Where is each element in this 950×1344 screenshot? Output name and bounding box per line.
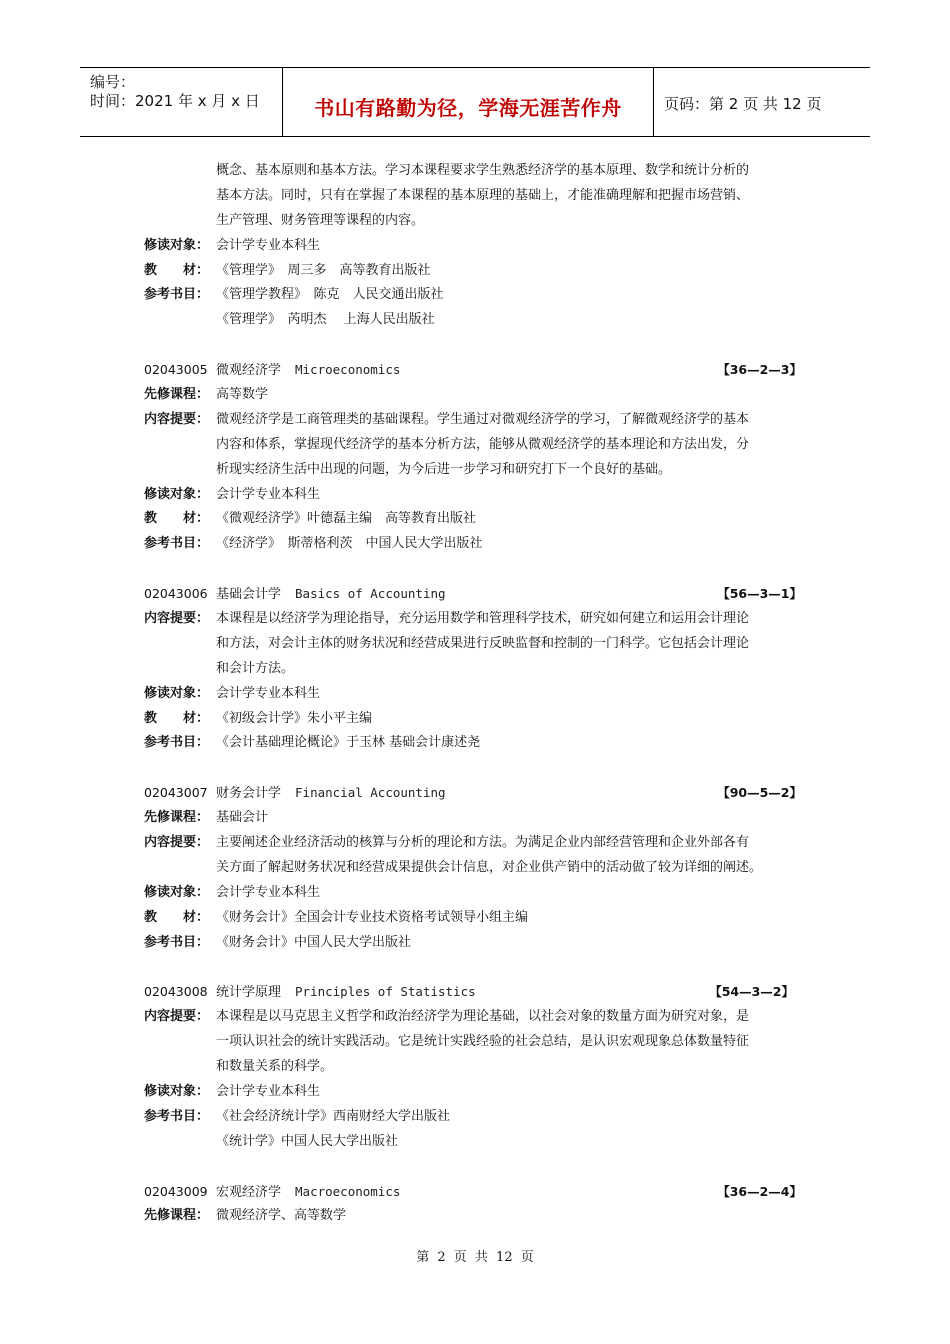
page-footer: 第 2 页 共 12 页 xyxy=(416,1250,534,1265)
intro-line: 生产管理、财务管理等课程的内容。 xyxy=(216,212,425,228)
field-label: 参考书目： xyxy=(144,287,210,303)
course-prereq-row xyxy=(144,1204,814,1229)
intro-refs-row xyxy=(144,283,814,308)
field-value: 会计学专业本科生 xyxy=(216,1083,321,1099)
field-value: 《管理学教程》 陈克 人民交通出版社 xyxy=(216,287,444,303)
field-value: 《微观经济学》叶德磊主编 高等教育出版社 xyxy=(216,511,477,527)
doc-number-label: 编号： xyxy=(90,73,136,91)
field-value: 微观经济学、高等数学 xyxy=(216,1208,347,1224)
field-label: 参考书目： xyxy=(144,735,210,751)
field-label: 修读对象： xyxy=(144,486,210,502)
document-body xyxy=(144,159,814,1229)
summary-line: 主要阐述企业经济活动的核算与分析的理论和方法。为满足企业内部经营管理和企业外部各有 xyxy=(216,835,750,851)
course-code: 02043008 xyxy=(144,984,208,1000)
field-label: 参考书目： xyxy=(144,1108,210,1124)
course-code: 02043009 xyxy=(144,1183,208,1199)
doc-time-label: 时间：2021 年 x 月 x 日 xyxy=(90,92,260,110)
course-audience-row xyxy=(144,682,814,707)
field-value: 《会计基础理论概论》于玉林 基础会计康述尧 xyxy=(216,735,481,751)
course-english-name: Macroeconomics xyxy=(295,1183,401,1199)
course-hours: 【54—3—2】 xyxy=(709,984,794,1000)
field-label: 先修课程： xyxy=(144,1208,210,1224)
field-value: 《经济学》 斯蒂格利茨 中国人民大学出版社 xyxy=(216,536,483,552)
header-motto-cell xyxy=(283,68,654,136)
course-textbook-row xyxy=(144,707,814,732)
course-prereq-row xyxy=(144,806,814,831)
course-title-row xyxy=(144,358,814,383)
course-summary-row xyxy=(144,1005,814,1030)
course-name: 财务会计学 xyxy=(216,786,282,802)
summary-line: 析现实经济生活中出现的问题，为今后进一步学习和研究打下一个良好的基础。 xyxy=(216,461,672,477)
summary-line: 和方法，对会计主体的财务状况和经营成果进行反映监督和控制的一门科学。它包括会计理论 xyxy=(216,635,750,651)
field-value: 会计学专业本科生 xyxy=(216,884,321,900)
course-hours: 【36—2—3】 xyxy=(717,362,802,378)
course-summary-row xyxy=(144,408,814,433)
header-page-number: 页码：第 2 页 共 12 页 xyxy=(664,95,822,113)
intro-audience-row xyxy=(144,234,814,259)
field-value: 《管理学》 周三多 高等教育出版社 xyxy=(216,262,431,278)
course-refs-row xyxy=(144,1105,814,1130)
course-title-row xyxy=(144,781,814,806)
course-title-row xyxy=(144,980,814,1005)
field-label: 教 材： xyxy=(144,909,210,925)
course-name: 宏观经济学 xyxy=(216,1184,282,1200)
field-value: 基础会计 xyxy=(216,810,269,826)
summary-line: 内容和体系，掌握现代经济学的基本分析方法，能够从微观经济学的基本理论和方法出发，分 xyxy=(216,436,750,452)
header-meta-cell xyxy=(80,68,283,136)
field-label: 参考书目： xyxy=(144,536,210,552)
course-textbook-row xyxy=(144,507,814,532)
summary-line: 本课程是以经济学为理论指导，充分运用数学和管理科学技术，研究如何建立和运用会计理论 xyxy=(216,611,750,627)
course-name: 微观经济学 xyxy=(216,363,282,379)
field-label: 内容提要： xyxy=(144,411,210,427)
field-value: 会计学专业本科生 xyxy=(216,685,321,701)
summary-line: 一项认识社会的统计实践活动。它是统计实践经验的社会总结，是认识宏观现象总体数量特征 xyxy=(216,1034,750,1050)
course-audience-row xyxy=(144,483,814,508)
summary-line: 微观经济学是工商管理类的基础课程。学生通过对微观经济学的学习，了解微观经济学的基本 xyxy=(216,411,750,427)
course-hours: 【36—2—4】 xyxy=(717,1183,802,1199)
field-value: 高等数学 xyxy=(216,387,269,403)
field-label: 修读对象： xyxy=(144,685,210,701)
course-code: 02043007 xyxy=(144,785,208,801)
course-hours: 【56—3—1】 xyxy=(717,586,802,602)
field-label: 先修课程： xyxy=(144,387,210,403)
summary-line: 和数量关系的科学。 xyxy=(216,1059,334,1075)
field-label: 参考书目： xyxy=(144,934,210,950)
field-label: 修读对象： xyxy=(144,237,210,253)
field-label: 内容提要： xyxy=(144,611,210,627)
field-value: 《初级会计学》朱小平主编 xyxy=(216,710,373,726)
intro-refs-row: 《管理学》 芮明杰 上海人民出版社 xyxy=(216,312,435,328)
course-refs-row xyxy=(144,532,814,557)
course-code: 02043006 xyxy=(144,586,208,602)
course-title-row xyxy=(144,582,814,607)
field-value: 会计学专业本科生 xyxy=(216,237,321,253)
field-label: 教 材： xyxy=(144,710,210,726)
course-english-name: Principles of Statistics xyxy=(295,984,476,1000)
course-refs-row: 《统计学》中国人民大学出版社 xyxy=(216,1133,399,1149)
field-value: 《社会经济统计学》西南财经大学出版社 xyxy=(216,1108,451,1124)
intro-textbook-row xyxy=(144,259,814,284)
course-audience-row xyxy=(144,881,814,906)
field-label: 内容提要： xyxy=(144,835,210,851)
course-english-name: Basics of Accounting xyxy=(295,586,446,602)
course-name: 统计学原理 xyxy=(216,985,282,1001)
intro-line: 概念、基本原则和基本方法。学习本课程要求学生熟悉经济学的基本原理、数学和统计分析的 xyxy=(216,163,750,178)
field-label: 先修课程： xyxy=(144,810,210,826)
course-hours: 【90—5—2】 xyxy=(717,785,802,801)
course-textbook-row xyxy=(144,906,814,931)
course-prereq-row xyxy=(144,383,814,408)
course-english-name: Microeconomics xyxy=(295,362,401,378)
course-refs-row xyxy=(144,731,814,756)
field-value: 《财务会计》中国人民大学出版社 xyxy=(216,934,412,950)
course-title-row xyxy=(144,1180,814,1205)
field-label: 内容提要： xyxy=(144,1009,210,1025)
summary-line: 和会计方法。 xyxy=(216,660,295,676)
page-header xyxy=(80,67,870,137)
field-label: 教 材： xyxy=(144,262,210,278)
field-label: 修读对象： xyxy=(144,1083,210,1099)
course-code: 02043005 xyxy=(144,362,208,378)
summary-line: 本课程是以马克思主义哲学和政治经济学为理论基础，以社会对象的数量方面为研究对象，是 xyxy=(216,1009,750,1025)
field-value: 会计学专业本科生 xyxy=(216,486,321,502)
field-label: 教 材： xyxy=(144,511,210,527)
field-value: 《财务会计》全国会计专业技术资格考试领导小组主编 xyxy=(216,909,529,925)
intro-line: 基本方法。同时，只有在掌握了本课程的基本原理的基础上，才能准确理解和把握市场营销、 xyxy=(216,187,750,203)
course-audience-row xyxy=(144,1080,814,1105)
summary-line: 关方面了解起财务状况和经营成果提供会计信息，对企业供产销中的活动做了较为详细的阐述。 xyxy=(216,859,763,875)
course-english-name: Financial Accounting xyxy=(295,785,446,801)
course-summary-row xyxy=(144,831,814,856)
header-page-cell xyxy=(654,68,870,136)
field-label: 修读对象： xyxy=(144,884,210,900)
course-summary-row xyxy=(144,607,814,632)
header-motto: 书山有路勤为径，学海无涯苦作舟 xyxy=(314,96,622,120)
course-refs-row xyxy=(144,931,814,956)
course-name: 基础会计学 xyxy=(216,587,282,603)
